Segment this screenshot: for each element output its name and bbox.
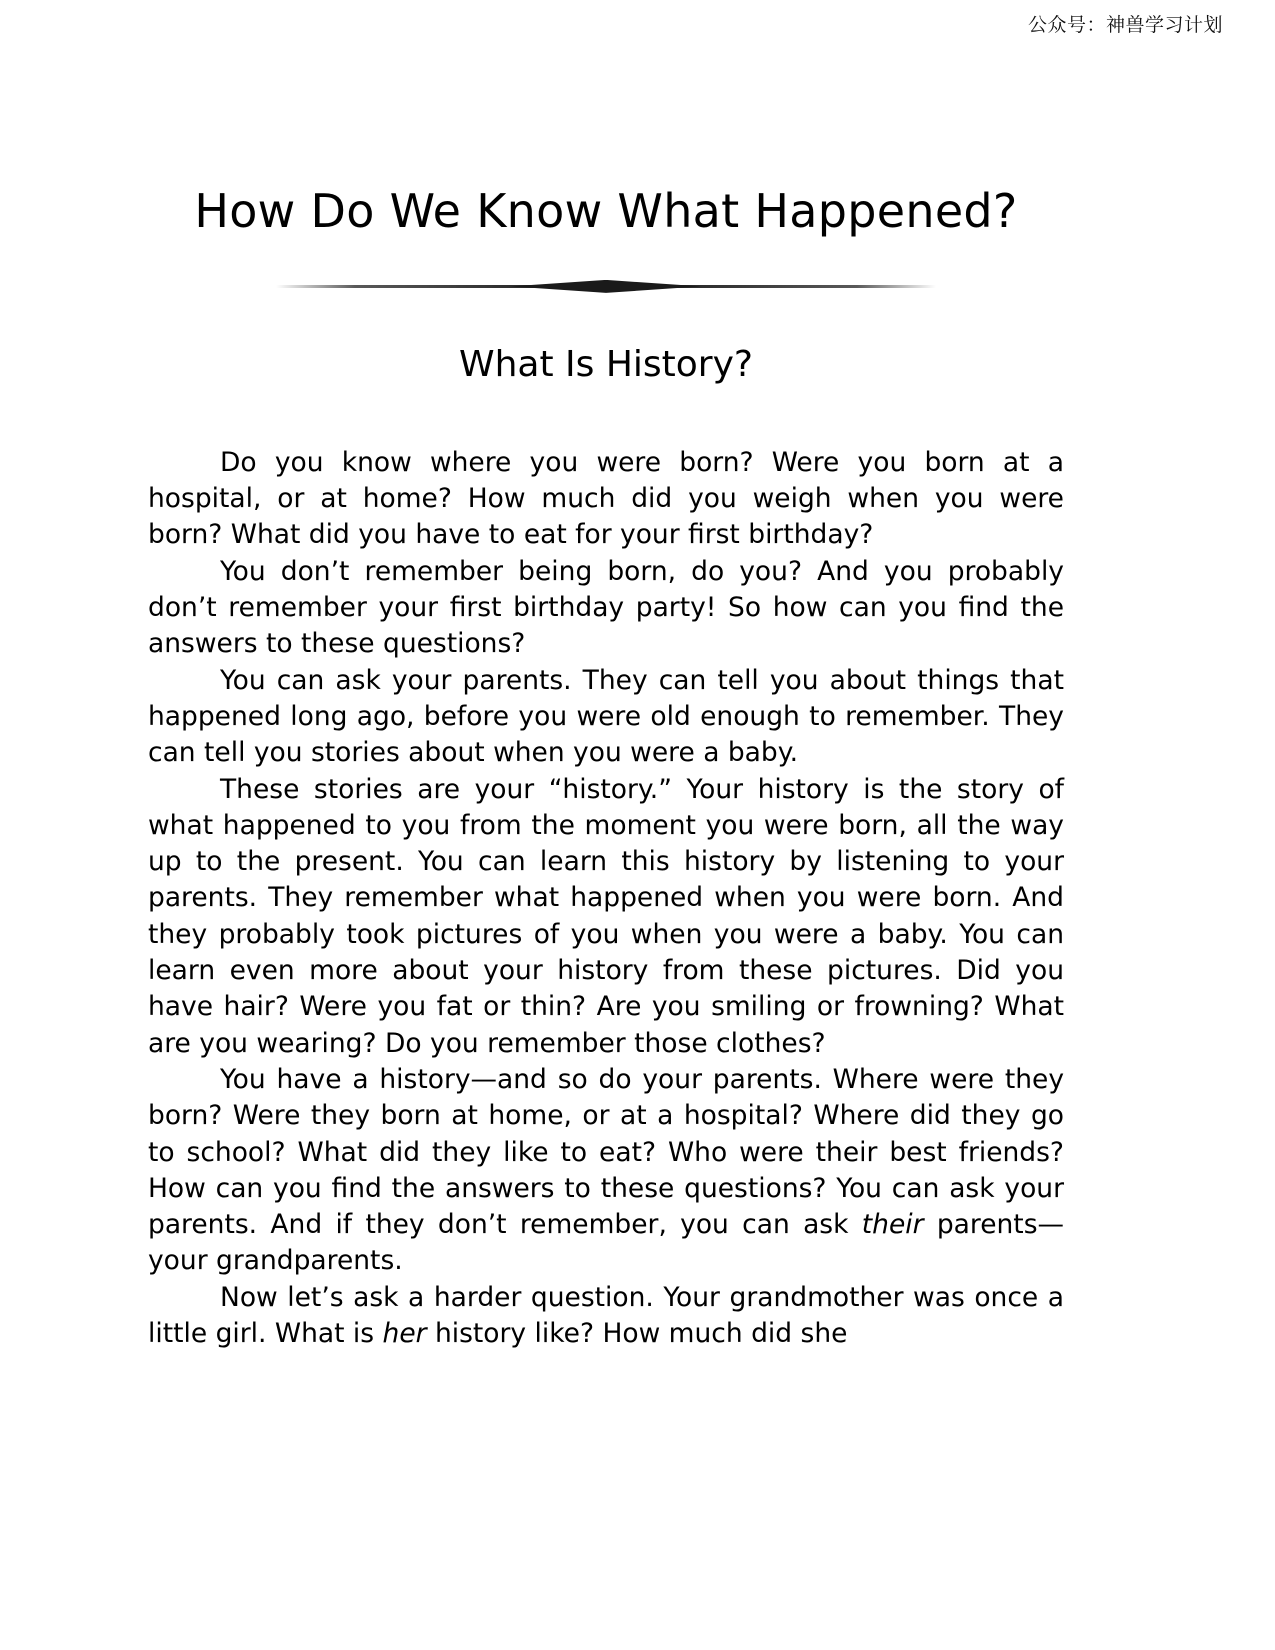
paragraph-2: You don’t remember being born, do you? And you probably don’t remember your first birthday party! So how can you find the answers to these questions? xyxy=(148,555,1064,660)
paragraph-3: You can ask your parents. They can tell you about things that happened long ago, before you were old enough to remember. They can tell you stories about when you were a baby. xyxy=(148,664,1064,769)
paragraph-4: These stories are your “history.” Your history is the story of what happened to you from the moment you were born, all the way up to the present. You can learn this history by listening to your parents. They remember what happened when you were born. And they probably took pictures of you when you were a baby. You can learn even more about your history from these pictures. Did you have hair? Were you fat or thin? Are you smiling or frowning? What are you wearing? Do you remember those clothes? xyxy=(148,773,1064,1059)
page-content xyxy=(148,185,1064,1352)
paragraph-5 xyxy=(148,1062,1064,1280)
ornamental-divider xyxy=(276,276,936,298)
divider-diamond-icon xyxy=(511,280,701,293)
paragraph-6-part-2: history like? How much did she xyxy=(426,1318,848,1350)
paragraph-6 xyxy=(148,1280,1064,1353)
paragraph-1: Do you know where you were born? Were you born at a hospital, or at home? How much did you weigh when you were born? What did you have to eat for your first birthday? xyxy=(148,446,1064,551)
paragraph-6-emphasis: her xyxy=(382,1318,427,1350)
body-text xyxy=(148,445,1064,1352)
chapter-title: How Do We Know What Happened? xyxy=(194,184,1018,238)
watermark-text: 公众号：神兽学习计划 xyxy=(1027,14,1223,36)
paragraph-5-part-2: parents—your grandparents. xyxy=(148,1209,1065,1277)
paragraph-5-emphasis: their xyxy=(861,1209,924,1241)
paragraph-6-part-1: Now let’s ask a harder question. Your grandmother was once a little girl. What is xyxy=(148,1281,1064,1350)
paragraph-5-part-1: You have a history—and so do your parents. Where were they born? Were they born at home, or at a hospital? Where did they go to school? What did they like to eat? Who were their best friends? How can you find the answers to these questions? You can ask your parents. And if they don’t remember, you can ask xyxy=(148,1063,1064,1241)
section-title: What Is History? xyxy=(458,343,754,385)
